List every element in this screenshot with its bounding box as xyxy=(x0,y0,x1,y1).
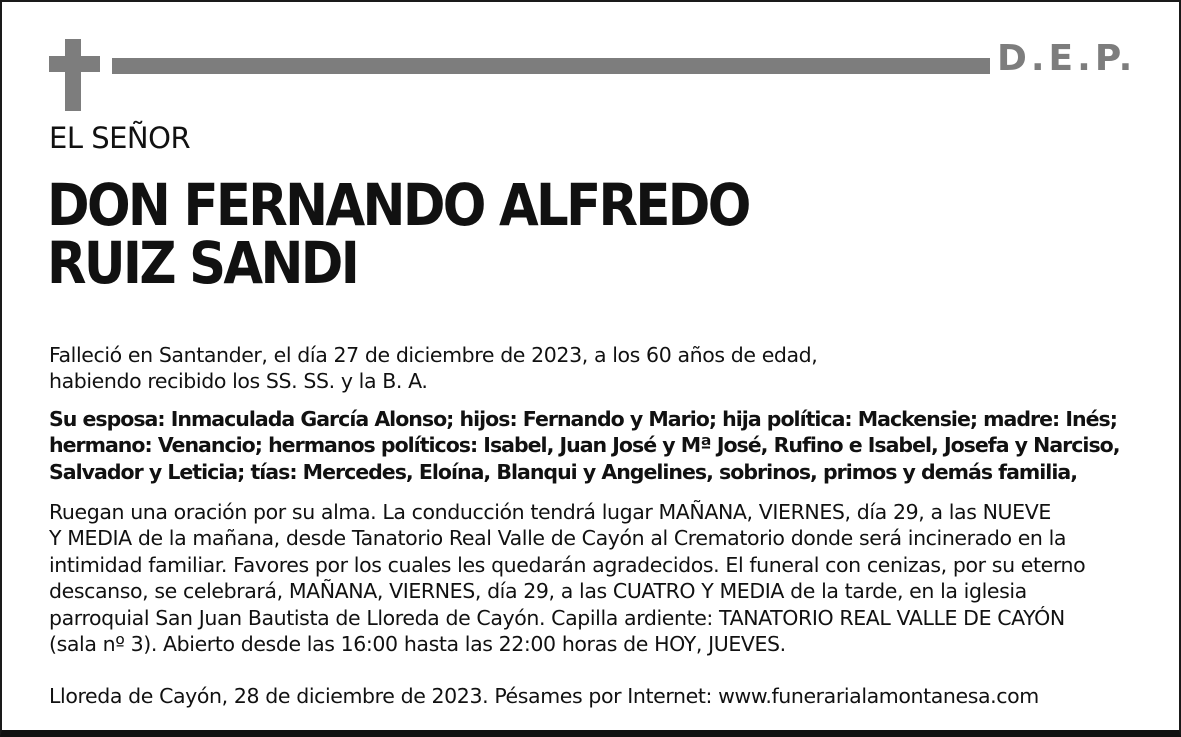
honorific: EL SEÑOR xyxy=(49,121,191,155)
footer-line: Lloreda de Cayón, 28 de diciembre de 2023. Pésames por Internet: www.funerarialamontanesa.com xyxy=(49,684,1039,708)
service-line: parroquial San Juan Bautista de Lloreda de Cayón. Capilla ardiente: TANATORIO REAL VALLE DE CAYÓN xyxy=(49,605,1065,630)
family-line: Su esposa: Inmaculada García Alonso; hijos: Fernando y Mario; hija política: Mackensie; madre: Inés; xyxy=(49,407,1117,431)
death-notice xyxy=(49,342,1159,395)
service-details xyxy=(49,499,1159,657)
death-notice-line: habiendo recibido los SS. SS. y la B. A. xyxy=(49,369,428,394)
deceased-name-line-2: RUIZ SANDI xyxy=(47,229,358,297)
family-line: hermano: Venancio; hermanos políticos: Isabel, Juan José y Mª José, Rufino e Isabel, Josefa y Narciso, xyxy=(49,433,1120,458)
death-notice-line: Falleció en Santander, el día 27 de diciembre de 2023, a los 60 años de edad, xyxy=(49,343,818,367)
service-line: Ruegan una oración por su alma. La conducción tendrá lugar MAÑANA, VIERNES, día 29, a las NUEVE xyxy=(49,500,1051,524)
family-line: Salvador y Leticia; tías: Mercedes, Eloína, Blanqui y Angelines, sobrinos, primos y demás familia, xyxy=(49,459,1077,484)
service-line: Y MEDIA de la mañana, desde Tanatorio Real Valle de Cayón al Crematorio donde será incinerado en la xyxy=(49,526,1067,551)
header-rule xyxy=(112,58,990,74)
family-list xyxy=(49,406,1159,485)
service-line: intimidad familiar. Favores por los cuales les quedarán agradecidos. El funeral con cenizas, por su eterno xyxy=(49,552,1086,577)
service-line: (sala nº 3). Abierto desde las 16:00 hasta las 22:00 horas de HOY, JUEVES. xyxy=(49,632,786,657)
service-line: descanso, se celebrará, MAÑANA, VIERNES, día 29, a las CUATRO Y MEDIA de la tarde, en la iglesia xyxy=(49,579,1027,604)
dep-label: D.E.P. xyxy=(997,38,1137,79)
deceased-name-line-1: DON FERNANDO ALFREDO xyxy=(47,171,749,239)
